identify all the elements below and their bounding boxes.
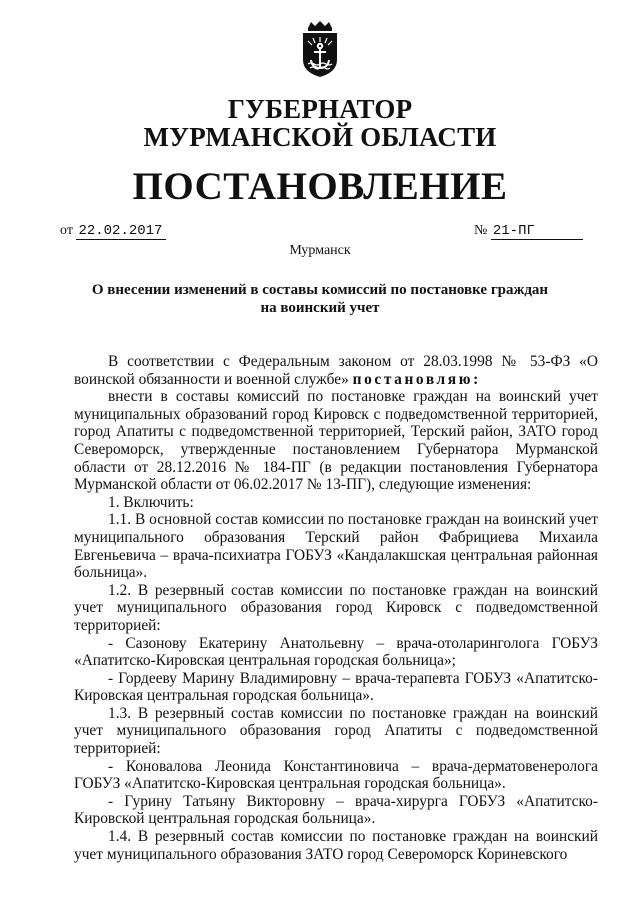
number-line	[474, 223, 583, 240]
body-paragraph: 1.1. В основной состав комиссии по постановке граждан на воинский учет муниципального образования Терский район Фабрициева Михаила Евгеньевича – врача-психиатра ГОБУЗ «Кандалакшская центральная районная больница».	[74, 511, 598, 582]
subject-line2: на воинский учет	[260, 300, 380, 316]
body-paragraph: 1.4. В резервный состав комиссии по постановке граждан на воинский учет муниципального образования ЗАТО город Североморск Кориневского	[74, 828, 598, 863]
date-prefix: от	[60, 223, 73, 238]
preamble-paragraph	[74, 353, 598, 388]
body-paragraph: 1. Включить:	[108, 493, 194, 511]
resolve-word: постановляю:	[352, 370, 481, 388]
coat-of-arms-icon	[299, 20, 341, 78]
issuer-title-line2: МУРМАНСКОЙ ОБЛАСТИ	[143, 122, 497, 152]
document-type-title: ПОСТАНОВЛЕНИЕ	[132, 165, 508, 208]
subject-line1: О внесении изменений в составы комиссий по постановке граждан	[91, 282, 549, 298]
date-line	[60, 223, 166, 240]
body-paragraph: - Гурину Татьяну Викторовну – врача-хирурга ГОБУЗ «Апатитско-Кировской центральная городская больница».	[74, 792, 598, 828]
document-date: 22.02.2017	[76, 223, 166, 240]
body-paragraph: - Сазонову Екатерину Анатольевну – врача-отоларинголога ГОБУЗ «Апатитско-Кировская центральная городская больница»;	[74, 634, 598, 670]
body-paragraph: 1.2. В резервный состав комиссии по постановке граждан на воинский учет муниципального образования город Кировск с подведомственной территорией:	[74, 581, 598, 634]
body-paragraph: внести в составы комиссий по постановке граждан на воинский учет муниципальных образований город Кировск с подведомственной территорией, город Апатиты с подведомственной территорией, Терский район, ЗАТО город Североморск, утвержденные постановлением Губернатора Мурманской области от 28.12.2016 № 184-ПГ (в редакции постановления Губернатора Мурманской области от 06.02.2017 № 13-ПГ), следующие изменения:	[74, 388, 598, 494]
number-prefix: №	[474, 223, 488, 238]
issuer-title-line1: ГУБЕРНАТОР	[227, 94, 413, 124]
document-number: 21-ПГ	[491, 223, 583, 240]
body-paragraph: - Коновалова Леонида Константиновича – врача-дерматовенеролога ГОБУЗ «Апатитско-Кировская центральная городская больница».	[74, 757, 598, 793]
preamble-text: В соответствии с Федеральным законом от 28.03.1998 № 53-ФЗ «О воинской обязанности и военной службе»	[74, 353, 598, 388]
body-paragraph: 1.3. В резервный состав комиссии по постановке граждан на воинский учет муниципального образования город Апатиты с подведомственной территорией:	[74, 704, 598, 758]
city: Мурманск	[289, 243, 351, 258]
body-paragraph: - Гордееву Марину Владимировну – врача-терапевта ГОБУЗ «Апатитско-Кировская центральная городская больница».	[74, 669, 598, 705]
document-subject	[90, 281, 550, 317]
document-body	[74, 353, 598, 863]
